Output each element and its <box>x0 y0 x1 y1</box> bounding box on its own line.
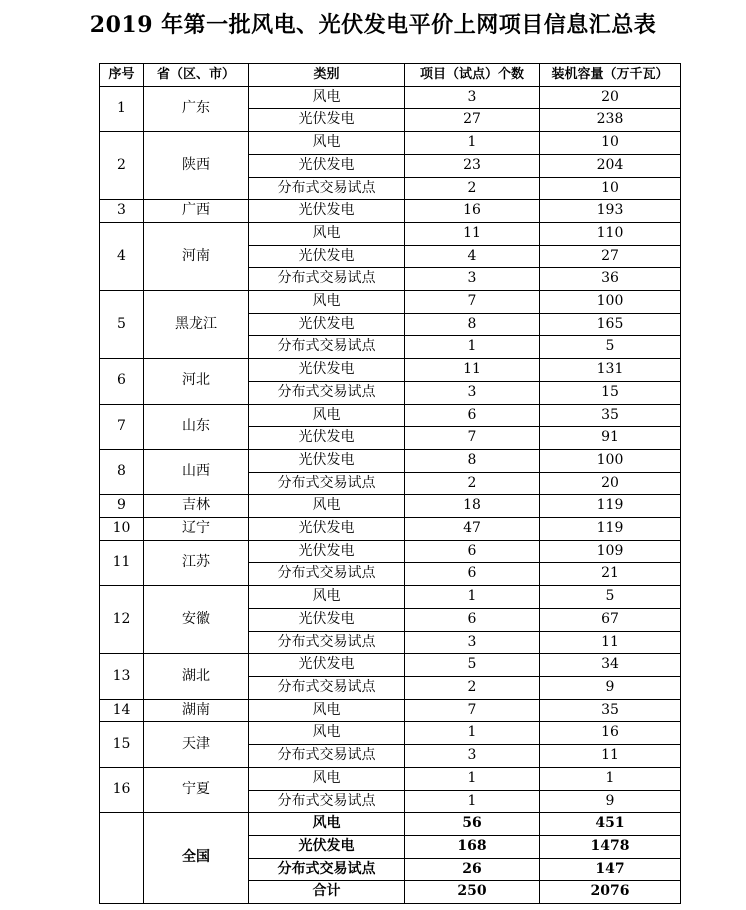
province-cell: 河北 <box>144 359 249 404</box>
table-row <box>100 722 681 745</box>
table-row <box>100 699 681 722</box>
count-cell: 3 <box>405 381 540 404</box>
total-capacity-cell: 2076 <box>540 881 681 904</box>
category-cell: 光伏发电 <box>249 200 405 223</box>
capacity-cell: 67 <box>540 608 681 631</box>
count-cell: 6 <box>405 608 540 631</box>
category-cell: 风电 <box>249 722 405 745</box>
capacity-cell: 11 <box>540 631 681 654</box>
category-cell: 光伏发电 <box>249 427 405 450</box>
capacity-cell: 238 <box>540 109 681 132</box>
count-cell: 6 <box>405 404 540 427</box>
count-cell: 3 <box>405 268 540 291</box>
capacity-cell: 1 <box>540 767 681 790</box>
category-cell: 风电 <box>249 699 405 722</box>
seq-cell: 3 <box>100 200 144 223</box>
capacity-cell: 10 <box>540 177 681 200</box>
capacity-cell: 35 <box>540 699 681 722</box>
category-cell: 分布式交易试点 <box>249 336 405 359</box>
category-cell: 光伏发电 <box>249 608 405 631</box>
capacity-cell: 36 <box>540 268 681 291</box>
capacity-cell: 193 <box>540 200 681 223</box>
province-cell: 吉林 <box>144 495 249 518</box>
table-row <box>100 291 681 314</box>
province-cell: 天津 <box>144 722 249 767</box>
count-cell: 1 <box>405 336 540 359</box>
capacity-cell: 165 <box>540 313 681 336</box>
seq-cell: 15 <box>100 722 144 767</box>
table-row <box>100 132 681 155</box>
table-row <box>100 767 681 790</box>
seq-cell: 14 <box>100 699 144 722</box>
table-row <box>100 586 681 609</box>
capacity-cell: 110 <box>540 222 681 245</box>
total-seq-cell <box>100 813 144 904</box>
capacity-cell: 109 <box>540 540 681 563</box>
capacity-cell: 15 <box>540 381 681 404</box>
table-row <box>100 449 681 472</box>
total-category-cell: 合计 <box>249 881 405 904</box>
province-cell: 黑龙江 <box>144 291 249 359</box>
count-cell: 8 <box>405 313 540 336</box>
province-cell: 河南 <box>144 222 249 290</box>
seq-cell: 4 <box>100 222 144 290</box>
table-row <box>100 404 681 427</box>
capacity-cell: 20 <box>540 86 681 109</box>
category-cell: 光伏发电 <box>249 245 405 268</box>
category-cell: 分布式交易试点 <box>249 745 405 768</box>
header-province: 省（区、市） <box>144 64 249 87</box>
capacity-cell: 10 <box>540 132 681 155</box>
category-cell: 风电 <box>249 404 405 427</box>
capacity-cell: 20 <box>540 472 681 495</box>
table-row <box>100 540 681 563</box>
category-cell: 风电 <box>249 586 405 609</box>
category-cell: 分布式交易试点 <box>249 381 405 404</box>
seq-cell: 10 <box>100 518 144 541</box>
count-cell: 6 <box>405 563 540 586</box>
seq-cell: 5 <box>100 291 144 359</box>
seq-cell: 13 <box>100 654 144 699</box>
province-cell: 辽宁 <box>144 518 249 541</box>
table-body <box>100 86 681 903</box>
count-cell: 3 <box>405 745 540 768</box>
count-cell: 3 <box>405 86 540 109</box>
province-cell: 山东 <box>144 404 249 449</box>
category-cell: 分布式交易试点 <box>249 472 405 495</box>
category-cell: 分布式交易试点 <box>249 563 405 586</box>
total-category-cell: 分布式交易试点 <box>249 858 405 881</box>
table-row <box>100 359 681 382</box>
capacity-cell: 21 <box>540 563 681 586</box>
total-capacity-cell: 147 <box>540 858 681 881</box>
category-cell: 光伏发电 <box>249 154 405 177</box>
count-cell: 6 <box>405 540 540 563</box>
category-cell: 风电 <box>249 86 405 109</box>
header-capacity: 装机容量（万千瓦） <box>540 64 681 87</box>
category-cell: 风电 <box>249 132 405 155</box>
category-cell: 光伏发电 <box>249 654 405 677</box>
table-row <box>100 222 681 245</box>
count-cell: 11 <box>405 359 540 382</box>
count-cell: 27 <box>405 109 540 132</box>
table-header <box>100 64 681 87</box>
seq-cell: 1 <box>100 86 144 131</box>
category-cell: 光伏发电 <box>249 109 405 132</box>
total-count-cell: 168 <box>405 835 540 858</box>
capacity-cell: 11 <box>540 745 681 768</box>
total-count-cell: 56 <box>405 813 540 836</box>
header-count: 项目（试点）个数 <box>405 64 540 87</box>
count-cell: 7 <box>405 427 540 450</box>
table-row <box>100 86 681 109</box>
category-cell: 分布式交易试点 <box>249 268 405 291</box>
province-cell: 广西 <box>144 200 249 223</box>
province-cell: 安徽 <box>144 586 249 654</box>
table-row <box>100 495 681 518</box>
capacity-cell: 91 <box>540 427 681 450</box>
count-cell: 2 <box>405 472 540 495</box>
province-cell: 山西 <box>144 449 249 494</box>
seq-cell: 8 <box>100 449 144 494</box>
capacity-cell: 204 <box>540 154 681 177</box>
count-cell: 5 <box>405 654 540 677</box>
category-cell: 分布式交易试点 <box>249 790 405 813</box>
capacity-cell: 131 <box>540 359 681 382</box>
summary-table <box>99 63 681 904</box>
category-cell: 分布式交易试点 <box>249 676 405 699</box>
capacity-cell: 100 <box>540 291 681 314</box>
seq-cell: 6 <box>100 359 144 404</box>
count-cell: 2 <box>405 177 540 200</box>
capacity-cell: 9 <box>540 676 681 699</box>
capacity-cell: 119 <box>540 495 681 518</box>
seq-cell: 11 <box>100 540 144 585</box>
table-row <box>100 654 681 677</box>
category-cell: 风电 <box>249 291 405 314</box>
seq-cell: 7 <box>100 404 144 449</box>
total-capacity-cell: 451 <box>540 813 681 836</box>
province-cell: 广东 <box>144 86 249 131</box>
table-row <box>100 200 681 223</box>
capacity-cell: 119 <box>540 518 681 541</box>
category-cell: 光伏发电 <box>249 449 405 472</box>
header-row <box>100 64 681 87</box>
count-cell: 1 <box>405 790 540 813</box>
count-cell: 1 <box>405 767 540 790</box>
header-seq: 序号 <box>100 64 144 87</box>
category-cell: 分布式交易试点 <box>249 631 405 654</box>
header-category: 类别 <box>249 64 405 87</box>
capacity-cell: 35 <box>540 404 681 427</box>
total-capacity-cell: 1478 <box>540 835 681 858</box>
count-cell: 23 <box>405 154 540 177</box>
count-cell: 18 <box>405 495 540 518</box>
page-title: 2019 年第一批风电、光伏发电平价上网项目信息汇总表 <box>89 12 657 38</box>
count-cell: 8 <box>405 449 540 472</box>
category-cell: 风电 <box>249 767 405 790</box>
capacity-cell: 5 <box>540 586 681 609</box>
category-cell: 风电 <box>249 222 405 245</box>
count-cell: 1 <box>405 722 540 745</box>
total-count-cell: 26 <box>405 858 540 881</box>
count-cell: 47 <box>405 518 540 541</box>
category-cell: 风电 <box>249 495 405 518</box>
count-cell: 11 <box>405 222 540 245</box>
province-cell: 江苏 <box>144 540 249 585</box>
category-cell: 光伏发电 <box>249 313 405 336</box>
capacity-cell: 9 <box>540 790 681 813</box>
capacity-cell: 34 <box>540 654 681 677</box>
province-cell: 宁夏 <box>144 767 249 812</box>
table-row <box>100 518 681 541</box>
category-cell: 光伏发电 <box>249 518 405 541</box>
count-cell: 1 <box>405 132 540 155</box>
total-category-cell: 风电 <box>249 813 405 836</box>
count-cell: 2 <box>405 676 540 699</box>
category-cell: 光伏发电 <box>249 540 405 563</box>
capacity-cell: 100 <box>540 449 681 472</box>
seq-cell: 2 <box>100 132 144 200</box>
total-province-cell: 全国 <box>144 813 249 904</box>
province-cell: 陕西 <box>144 132 249 200</box>
province-cell: 湖北 <box>144 654 249 699</box>
count-cell: 1 <box>405 586 540 609</box>
category-cell: 分布式交易试点 <box>249 177 405 200</box>
category-cell: 光伏发电 <box>249 359 405 382</box>
total-count-cell: 250 <box>405 881 540 904</box>
capacity-cell: 16 <box>540 722 681 745</box>
count-cell: 3 <box>405 631 540 654</box>
count-cell: 4 <box>405 245 540 268</box>
capacity-cell: 27 <box>540 245 681 268</box>
capacity-cell: 5 <box>540 336 681 359</box>
seq-cell: 9 <box>100 495 144 518</box>
seq-cell: 16 <box>100 767 144 812</box>
province-cell: 湖南 <box>144 699 249 722</box>
seq-cell: 12 <box>100 586 144 654</box>
count-cell: 7 <box>405 699 540 722</box>
total-category-cell: 光伏发电 <box>249 835 405 858</box>
count-cell: 7 <box>405 291 540 314</box>
total-row <box>100 813 681 836</box>
count-cell: 16 <box>405 200 540 223</box>
